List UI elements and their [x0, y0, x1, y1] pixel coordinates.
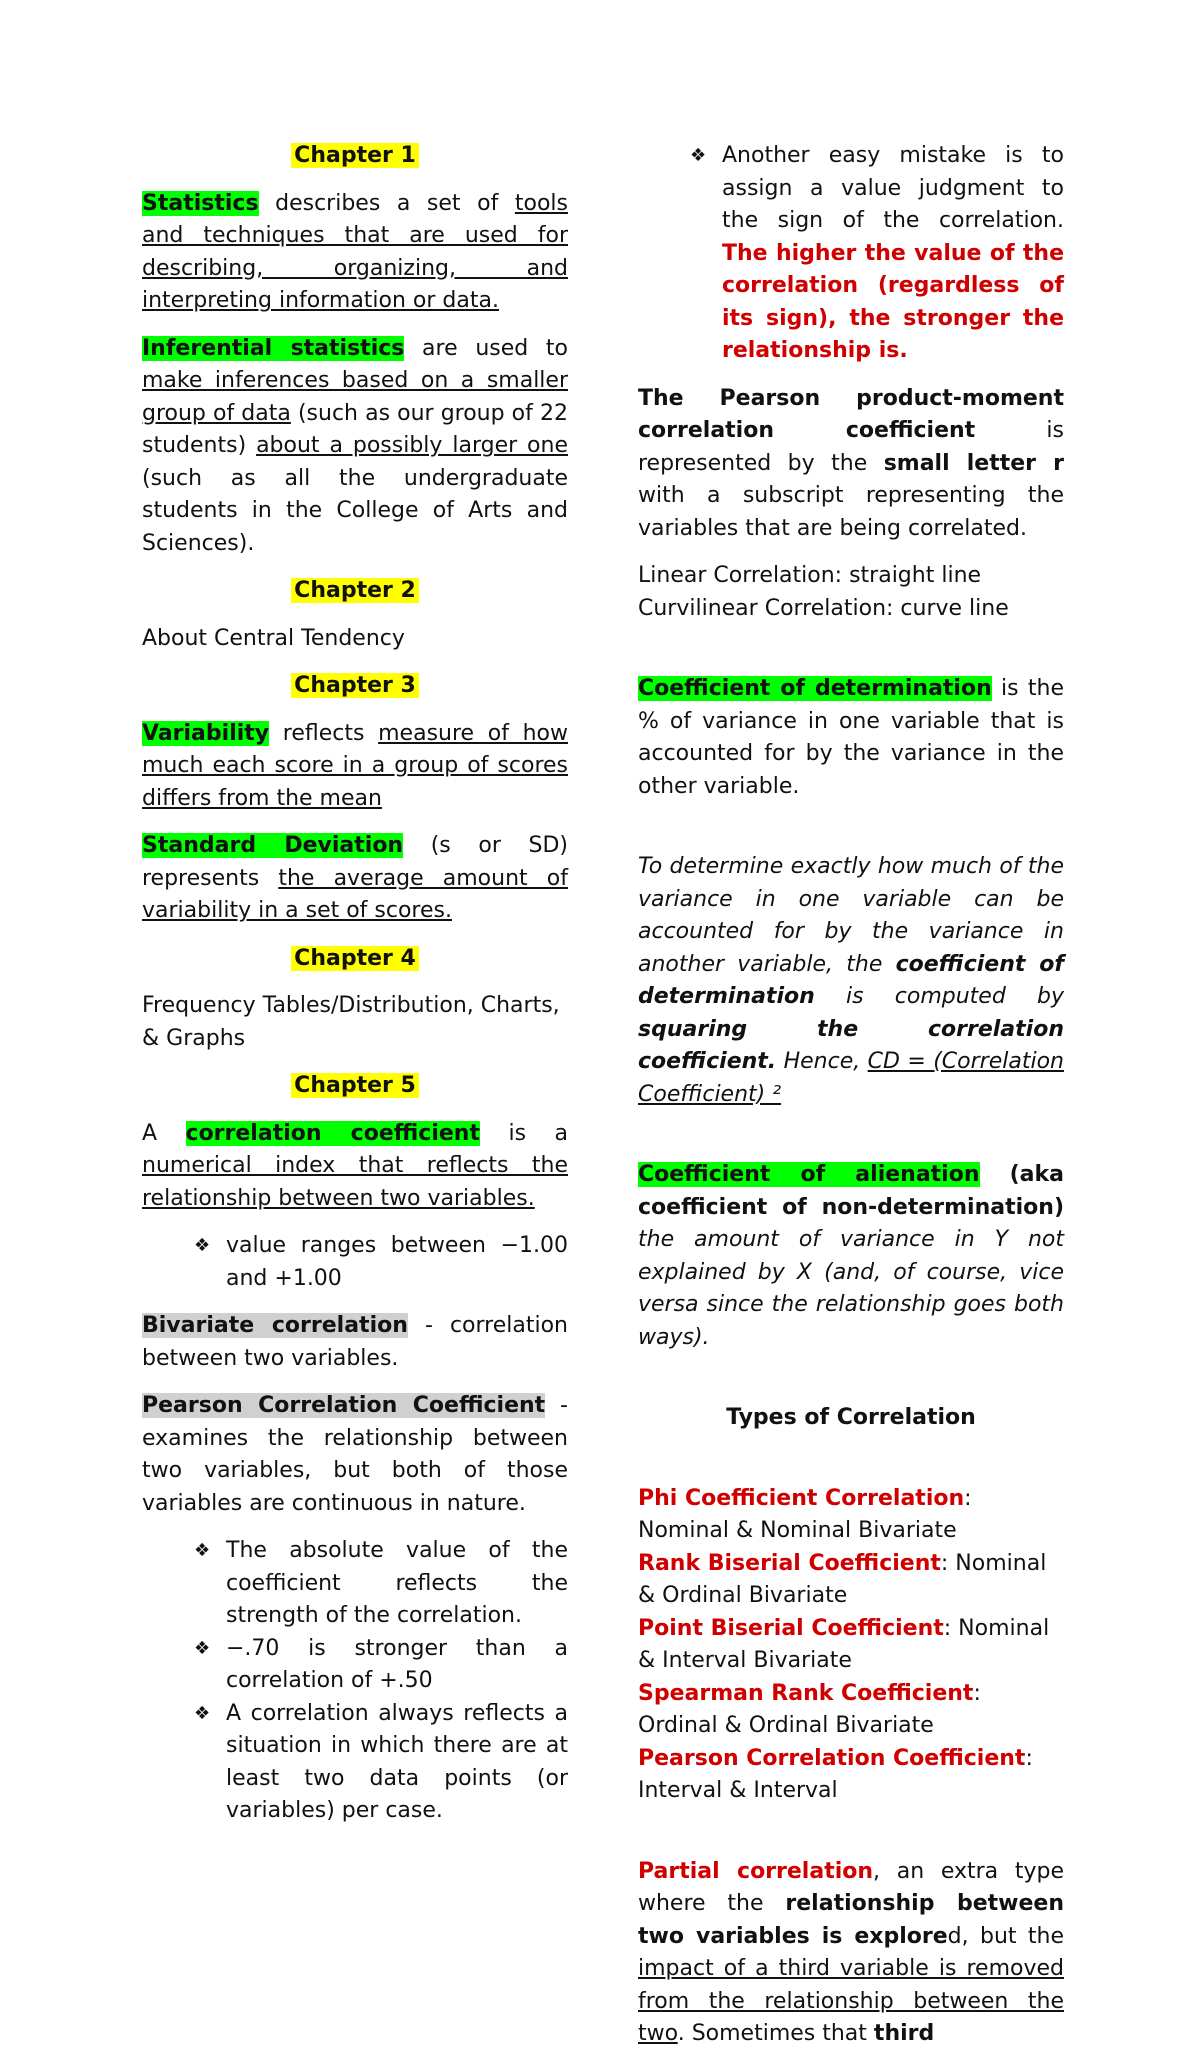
statistics-def: tools and techniques that are used for describing, organizing, and interpreting information or data. [142, 190, 568, 313]
cd-d: squaring the correlation coefficient. [638, 1016, 1064, 1074]
diamond-bullet-icon: ❖ [194, 1540, 211, 1561]
inferential-text-a: are used to [404, 335, 568, 361]
chapter-2-heading [142, 575, 568, 608]
diamond-bullet-icon: ❖ [194, 1637, 211, 1659]
cd-c: is computed by [814, 984, 1064, 1009]
list-item [638, 1678, 1064, 1743]
inferential-definition [142, 333, 568, 561]
linear-line: Linear Correlation: straight line [638, 563, 982, 588]
cod-term: Coefficient of determination [638, 676, 992, 701]
partial-term: Partial correlation [638, 1858, 874, 1884]
cc-def: numerical index that reflects the relationship between two variables. [142, 1153, 568, 1211]
coa-b: (aka coefficient of non-determination) [638, 1162, 1064, 1220]
partial-b: relationship between two variables is explore [638, 1891, 1064, 1949]
partial-f: third [873, 2021, 935, 2046]
types-list [638, 1483, 1064, 1808]
inferential-term: Inferential statistics [142, 335, 405, 361]
pearson-term: Pearson Correlation Coefficient [142, 1393, 546, 1418]
type-desc: : Nominal & Ordinal Bivariate [638, 1550, 1047, 1608]
type-name: Rank Biserial Coefficient [638, 1550, 941, 1576]
mistake-text [722, 140, 1064, 368]
inferential-text-e: (such as all the undergraduate students in the College of Arts and Sciences). [142, 465, 568, 556]
coa-term: Coefficient of alienation [638, 1162, 980, 1187]
chapter-2-text: About Central Tendency [142, 625, 405, 651]
variability-mid: reflects [269, 720, 379, 746]
type-desc: : Nominal & Nominal Bivariate [638, 1485, 972, 1543]
pm-c: small letter r [883, 450, 1064, 476]
left-column [142, 140, 568, 1828]
inferential-text-d: about a possibly larger one [256, 433, 569, 458]
pearson-def: - examines the relationship between two variables, but both of those variables are continuous in nature. [142, 1393, 568, 1516]
pearson-definition [142, 1390, 568, 1520]
chapter-4-heading [142, 943, 568, 976]
type-name: Point Biserial Coefficient [638, 1615, 944, 1641]
list-item [638, 1483, 1064, 1548]
inferential-text-c: (such as our group of 22 students) [142, 400, 568, 458]
type-desc: : Nominal & Interval Bivariate [638, 1615, 1050, 1673]
sd-definition [142, 830, 568, 928]
list-item [188, 1535, 568, 1633]
cd-e: Hence, [776, 1049, 868, 1074]
cod-def: is the % of variance in one variable that is accounted for by the variance in the other variable. [638, 676, 1064, 799]
statistics-term: Statistics [142, 190, 259, 216]
chapter-3-label: Chapter 3 [291, 673, 419, 698]
determination-definition [638, 673, 1064, 803]
type-name: Spearman Rank Coefficient [638, 1680, 974, 1706]
mistake-a: Another easy mistake is to assign a value judgment to the sign of the correlation. [722, 143, 1064, 233]
diamond-bullet-icon: ❖ [690, 145, 707, 166]
cc-term: correlation coefficient [185, 1120, 480, 1146]
curvilinear-line: Curvilinear Correlation: curve line [638, 595, 1009, 621]
bullet-text: A correlation always reflects a situation in which there are at least two data points (or variables) per case. [226, 1700, 568, 1823]
cc-mid: is a [479, 1120, 568, 1146]
list-item [188, 1698, 568, 1828]
pm-d: with a subscript representing the variables that are being correlated. [638, 483, 1064, 541]
mistake-b: The higher the value of the correlation (regardless of its sign), the stronger the relationship is. [722, 240, 1064, 363]
list-item [638, 1548, 1064, 1613]
cd-a: To determine exactly how much of the variance in one variable can be accounted for by the variance in another variable, the [638, 854, 1064, 977]
chapter-5-heading [142, 1070, 568, 1103]
cd-b: coefficient of determination [638, 951, 1064, 1009]
diamond-bullet-icon: ❖ [194, 1702, 211, 1724]
list-item [188, 1230, 568, 1295]
alienation-definition [638, 1159, 1064, 1354]
pm-term: The Pearson product-moment correlation coefficient [638, 385, 1064, 443]
sd-mid: (s or SD) represents [142, 833, 568, 891]
cc-prefix: A [142, 1120, 186, 1146]
variability-definition [142, 718, 568, 816]
product-moment-definition [638, 383, 1064, 546]
statistics-definition [142, 188, 568, 318]
partial-d: impact of a third variable is removed from the relationship between the two [638, 1956, 1064, 2046]
partial-correlation-paragraph [638, 1856, 1064, 2051]
list-item [638, 1743, 1064, 1808]
coa-c: the amount of variance in Y not explained by X (and, of course, vice versa since the relationship goes both ways). [638, 1227, 1064, 1350]
variability-def: measure of how much each score in a group of scores differs from the mean [142, 720, 568, 811]
chapter-3-heading [142, 670, 568, 703]
type-name: Pearson Correlation Coefficient [638, 1745, 1026, 1771]
bivariate-def: - correlation between two variables. [142, 1313, 568, 1371]
pearson-bullet-list [188, 1535, 568, 1828]
chapter-1-label: Chapter 1 [291, 143, 419, 168]
chapter-4-label: Chapter 4 [291, 946, 419, 971]
partial-c: d, but the [947, 1923, 1064, 1949]
cc-bullet-text: value ranges between −1.00 and +1.00 [226, 1233, 568, 1291]
pm-b: is represented by the [638, 418, 1064, 476]
list-item [638, 1613, 1064, 1678]
type-name: Phi Coefficient Correlation [638, 1485, 965, 1511]
right-column [638, 140, 1064, 2051]
types-title: Types of Correlation [726, 1405, 976, 1430]
diamond-bullet-icon: ❖ [194, 1235, 211, 1256]
bullet-text: The absolute value of the coefficient reflects the strength of the correlation. [226, 1538, 568, 1628]
list-item [684, 140, 1064, 368]
sd-term: Standard Deviation [142, 833, 404, 858]
inferential-text-b: make inferences based on a smaller group of data [142, 368, 568, 426]
chapter-4-text: Frequency Tables/Distribution, Charts, & Graphs [142, 993, 560, 1051]
correlation-coefficient-definition [142, 1118, 568, 1216]
bullet-text: −.70 is stronger than a correlation of +.50 [226, 1635, 568, 1693]
chapter-1-heading [142, 140, 568, 173]
statistics-mid: describes a set of [258, 190, 515, 216]
list-item [188, 1633, 568, 1698]
determination-explanation [638, 851, 1064, 1111]
type-desc: : Ordinal & Ordinal Bivariate [638, 1680, 981, 1738]
variability-term: Variability [142, 720, 270, 746]
bivariate-definition [142, 1310, 568, 1375]
bivariate-term: Bivariate correlation [142, 1313, 408, 1338]
chapter-5-label: Chapter 5 [291, 1073, 419, 1098]
chapter-2-label: Chapter 2 [291, 578, 419, 603]
type-desc: : Interval & Interval [638, 1745, 1033, 1803]
partial-e: . Sometimes that [677, 2021, 874, 2046]
partial-a: , an extra type where the [638, 1858, 1064, 1916]
sd-def: the average amount of variability in a set of scores. [142, 865, 568, 923]
cd-f: CD = (Correlation Coefficient) ² [638, 1049, 1064, 1107]
